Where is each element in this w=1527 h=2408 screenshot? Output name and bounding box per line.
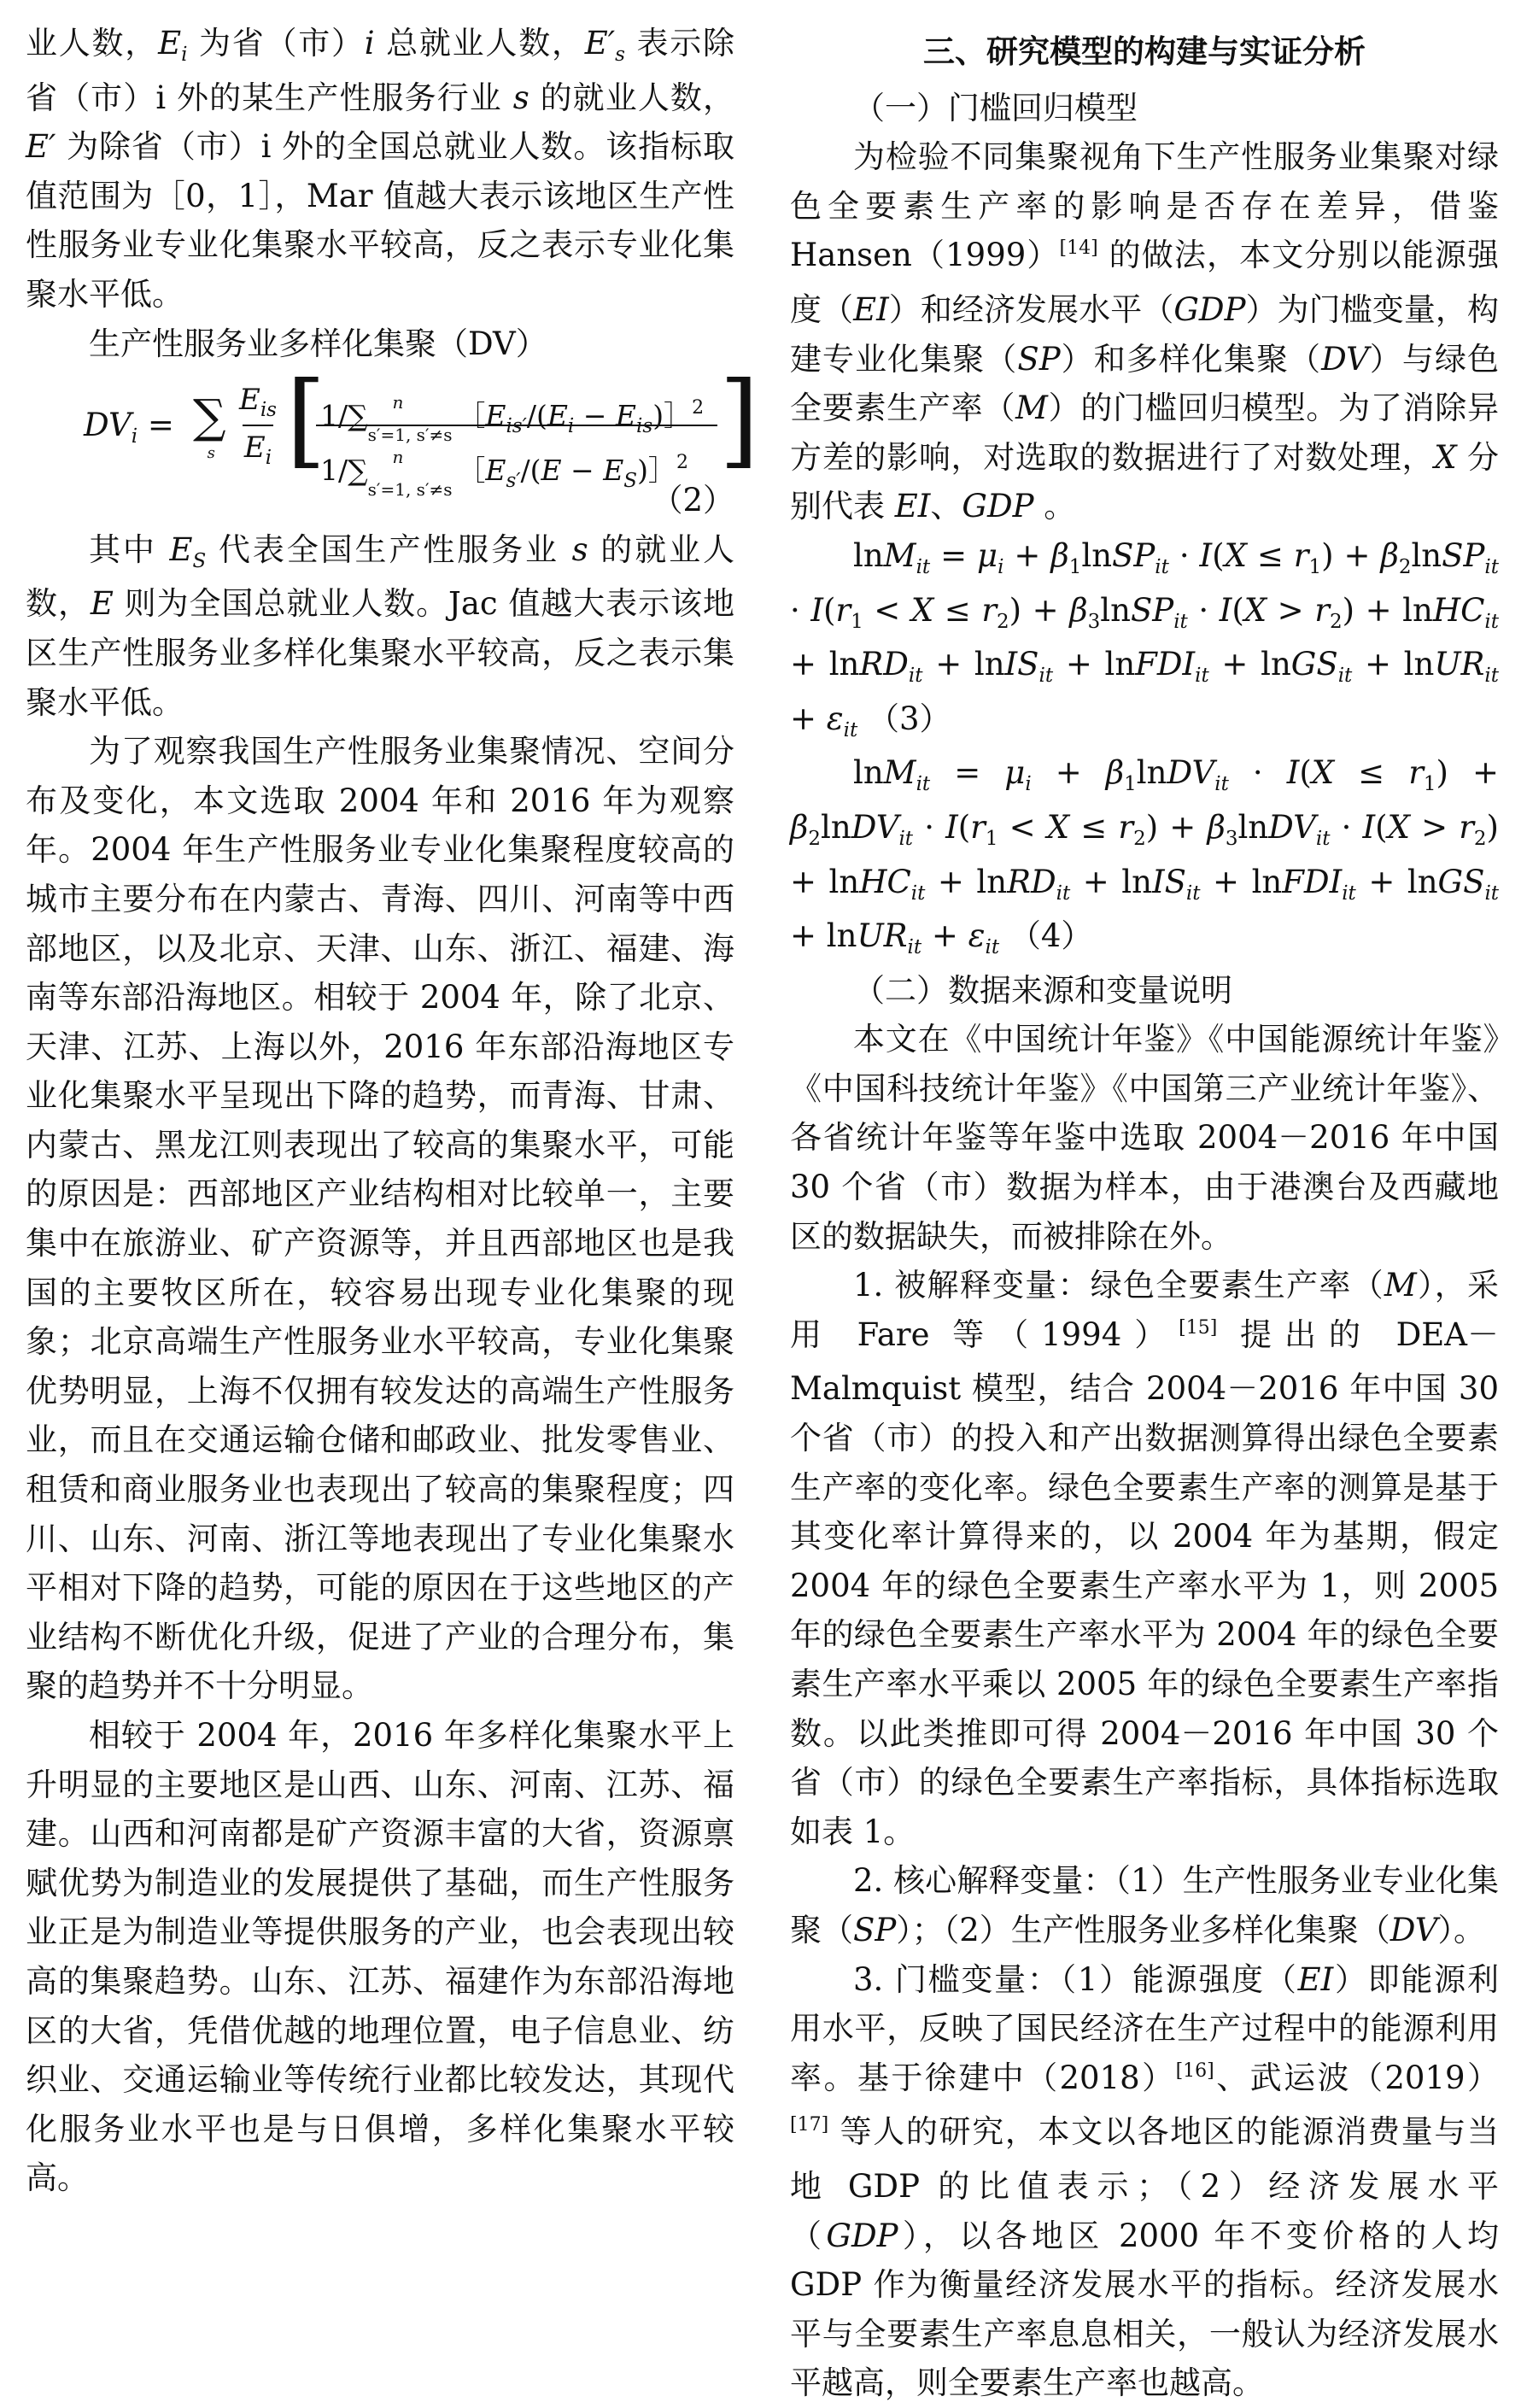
paragraph-diversification-change: 相较于 2004 年，2016 年多样化集聚水平上升明显的主要地区是山西、山东、河南、江苏、福建。山西和河南都是矿产资源丰富的大省，资源禀赋优势为制造业的发展提供了基础，而生产性服务业正是为制造业等提供服务的产业，也会表现出较高的集聚趋势。山东、江苏、福建作为东部沿海地区的大省，凭借优越的地理位置，电子信息业、纺织业、交通运输业等传统行业都比较发达，其现代化服务业水平也是与日俱增，多样化集聚水平较高。 [26,1717,734,2197]
fraction-eis-ei: $E_{is}$ $E_i$ [239,383,277,470]
equation-3: $\ln M_{it} = \mu_i$ + $\beta_1lnSP_{it} \cdot I(X \le r_1)$ + $\beta_2lnSP_{it} \cdot I(r_1 < X \le r_2)$ + $\beta_3lnSP_{it} \cdot I(X > r_2)$ + lnHC$_{it}$ + lnRD$_{it}$ + lnIS$_{it}$ + lnFDI$_{it}$ + lnGS$_{it}$ + lnUR$_{it}$ + $\varepsilon_{it}$ （3） [790,536,1499,741]
right-bracket: ] [719,360,759,480]
equation-4: $\ln M_{it} = \mu_i$ + $\beta_1lnDV_{it} \cdot I(X \le r_1)$ + $\beta_2lnDV_{it} \cdot I(r_1 < X \le r_2)$ + $\beta_3lnDV_{it} \cdot I(X > r_2)$ + lnHC$_{it}$ + lnRD$_{it}$ + lnIS$_{it}$ + lnFDI$_{it}$ + lnGS$_{it}$ + lnUR$_{it}$ + $\varepsilon_{it}$ （4） [790,754,1500,959]
paragraph-core-explanatory: 2. 核心解释变量：（1）生产性服务业专业化集聚（SP）；（2）生产性服务业多样化集聚（DV）。 [790,1862,1499,1948]
paragraph-data-source: 本文在《中国统计年鉴》《中国能源统计年鉴》《中国科技统计年鉴》《中国第三产业统计年鉴》、各省统计年鉴等年鉴中选取 2004－2016 年中国 30 个省（市）数据为样本，由于港澳台及西藏地区的数据缺失，而被排除在外。 [790,1021,1499,1255]
equation-2-number: （2） [651,482,734,519]
section-heading-3: 三、研究模型的构建与实证分析 [923,32,1366,70]
paragraph-dependent-variable: 1. 被解释变量：绿色全要素生产率（M），采用 Fare 等（1994）[15] 提出的 DEA－Malmquist 模型，结合 2004－2016 年中国 30 个省（市）的投入和产出数据测算得出绿色全要素生产率的变化率。绿色全要素生产率的测算是基于其变化率计算得来的，以 2004 年为基期，假定 2004 年的绿色全要素生产率水平为 1，则 2005 年的绿色全要素生产率水平为 2004 年的绿色全要素生产率水平乘以 2005 年的绿色全要素生产率指数。以此类推即可得 2004－2016 年中国 30 个省（市）的绿色全要素生产率指标，具体指标选取如表 1。 [790,1267,1500,1850]
paragraph-variable-definitions: 业人数，$E_i$ 为省（市）i 总就业人数，$E'_s$ 表示除省（市）i 外的某生产性服务行业 s 的就业人数，E′ 为除省（市）i 外的全国总就业人数。该指标取值范围为［0，1］，Mar 值越大表示该地区生产性性服务业专业化集聚水平较高，反之表示专业化集聚水平低。 [26,25,735,313]
equation-2-lhs: $DV_i$ = [84,407,174,448]
paragraph-dv-heading: 生产性服务业多样化集聚（DV） [89,325,547,362]
sum-symbol: $\sum_s$ [193,390,226,463]
fraction-line [316,425,717,426]
paragraph-threshold-variables: 3. 门槛变量：（1）能源强度（EI）即能源利用水平，反映了国民经济在生产过程中的能源利用率。基于徐建中（2018）[16]、武运波（2019）[17] 等人的研究，本文以各地区的能源消费量与当地 GDP 的比值表示；（2）经济发展水平（GDP），以各地区 2000 年不变价格的人均 GDP 作为衡量经济发展水平的指标。经济发展水平与全要素生产率息息相关，一般认为经济发展水平越高，则全要素生产率也越高。 [790,1960,1500,2402]
subheading-data-source: （二）数据来源和变量说明 [853,971,1232,1009]
paragraph-observation-2004-2016: 为了观察我国生产性服务业集聚情况、空间分布及变化，本文选取 2004 年和 2016 年为观察年。2004 年生产性服务业专业化集聚程度较高的城市主要分布在内蒙古、青海、四川、河南等中西部地区，以及北京、天津、山东、浙江、福建、海南等东部沿海地区。相较于 2004 年，除了北京、天津、江苏、上海以外，2016 年东部沿海地区专业化集聚水平呈现出下降的趋势，而青海、甘肃、内蒙古、黑龙江则表现出了较高的集聚水平，可能的原因是：西部地区产业结构相对比较单一，主要集中在旅游业、矿产资源等，并且西部地区也是我国的主要牧区所在，较容易出现专业化集聚的现象；北京高端生产性服务业水平较高，专业化集聚优势明显，上海不仅拥有较发达的高端生产性服务业，而且在交通运输仓储和邮政业、批发零售业、租赁和商业服务业也表现出了较高的集聚程度；四川、山东、河南、浙江等地表现出了专业化集聚水平相对下降的趋势，可能的原因在于这些地区的产业结构不断优化升级，促进了产业的合理分布，集聚的趋势并不十分明显。 [26,733,734,1705]
paragraph-threshold-model: 为检验不同集聚视角下生产性服务业集聚对绿色全要素生产率的影响是否存在差异，借鉴 Hansen（1999）[14] 的做法，本文分别以能源强度（EI）和经济发展水平（GDP）为门槛变量，构建专业化集聚（SP）和多样化集聚（DV）与绿色全要素生产率（M）的门槛回归模型。为了消除异方差的影响，对选取的数据进行了对数处理，X 分别代表 EI、GDP 。 [790,138,1500,525]
subheading-threshold-model: （一）门槛回归模型 [853,89,1138,126]
left-bracket: [ [286,360,326,480]
left-column [26,19,759,2203]
paragraph-es-definition: 其中 $E_S$ 代表全国生产性服务业 s 的就业人数，E 则为全国总就业人数。Jac 值越大表示该地区生产性服务业多样化集聚水平较高，反之表示集聚水平低。 [26,530,735,721]
equation-2 [26,360,759,501]
equation-2-denominator: $1/\sum_{s'=1, s'\ne s}^n$ $[E_{s'}/(E$ − $E_S)]^2$ [320,447,688,501]
right-column [790,19,1499,2408]
equation-2-numerator: $1/\sum_{s'=1, s'\ne s}^n$ $[E_{is'}/(E_i$ − $E_{is})]^2$ [320,392,705,446]
